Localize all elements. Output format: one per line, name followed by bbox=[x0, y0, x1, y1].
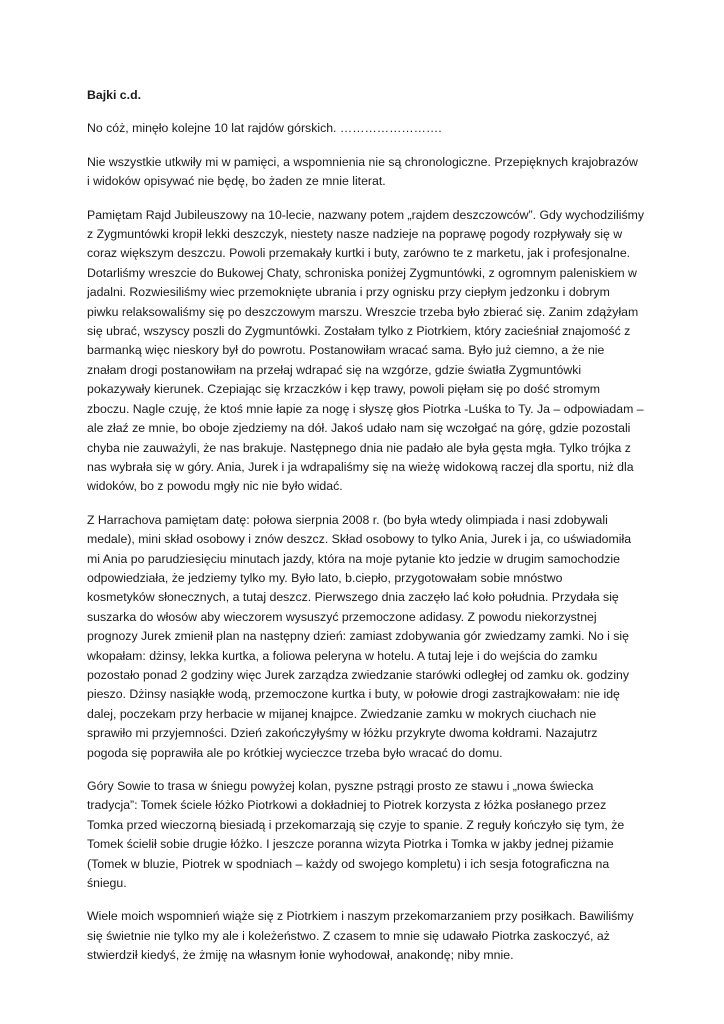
text-line: pieszo. Dżinsy nasiąkłe wodą, przemoczone kurtka i buty, w połowie drogi zastrajkowałam: nie idę bbox=[87, 687, 620, 702]
text-line: śniegu. bbox=[87, 876, 127, 891]
text-line: prognozy Jurek zmienił plan na następny dzień: zamiast zdobywania gór zwiedzamy zamki. No i się bbox=[87, 629, 629, 644]
text-line: pogoda się poprawiła ale po krótkiej wycieczce trzeba było wracać do domu. bbox=[87, 745, 503, 760]
text-line: stwierdził kiedyś, że żmiję na własnym łonie wyhodował, anakondę; niby mnie. bbox=[87, 948, 514, 963]
document-title: Bajki c.d. bbox=[87, 88, 141, 102]
paragraph bbox=[87, 206, 655, 497]
document-body bbox=[87, 86, 655, 980]
text-line: Tomek ścielił sobie drugie łóżko. I jeszcze poranna wizyta Piotrka i Tomka w jakby jednej piżamie bbox=[87, 837, 614, 852]
text-line: pozostało ponad 2 godziny więc Jurek zarządza zwiedzanie starówki odległej od zamku ok. godziny bbox=[87, 667, 630, 682]
text-line: jadalni. Rozwiesiliśmy wiec przemoknięte ubrania i przy ognisku przy ciepłym jedzonku i dobrym bbox=[87, 285, 610, 300]
text-line: ale złaź ze mnie, bo oboje zjedziemy na dół. Jakoś udało nam się wczołgać na górę, gdzie pozostali bbox=[87, 421, 631, 436]
text-line: sprawiło mi przyjemności. Dzień zakończyłyśmy w łóżku przykryte dwoma kołdrami. Nazajutrz bbox=[87, 726, 598, 741]
text-line: piwku relaksowaliśmy się po deszczowym marszu. Wreszcie trzeba było zbierać się. Zanim zdążyłam bbox=[87, 304, 639, 319]
text-line: Pamiętam Rajd Jubileuszowy na 10-lecie, nazwany potem „rajdem deszczowców”. Gdy wychodziliśmy bbox=[87, 207, 644, 222]
paragraph-list bbox=[87, 119, 655, 965]
text-line: nas wybrała się w góry. Ania, Jurek i ja wdrapaliśmy się na wieżę widokową raczej dla sportu, niż dla bbox=[87, 459, 634, 474]
text-line: odpowiedziała, że jedziemy tylko my. Było lato, b.ciepło, przygotowałam sobie mnóstwo bbox=[87, 570, 563, 585]
text-line: i widoków opisywać nie będę, bo żaden ze mnie literat. bbox=[87, 174, 386, 189]
text-line: Z Harrachova pamiętam datę: połowa sierpnia 2008 r. (bo była wtedy olimpiada i nasi zdobywali bbox=[87, 512, 608, 527]
text-line: znałam drogi postanowiłam na przełaj wdrapać się na wzgórze, gdzie światła Zygmuntówki bbox=[87, 362, 582, 377]
paragraph bbox=[87, 119, 655, 138]
text-line: z Zygmuntówki kropił lekki deszczyk, niestety nasze nadzieje na poprawę pogody rozpływały się w bbox=[87, 227, 623, 242]
text-line: Dotarliśmy wreszcie do Bukowej Chaty, schroniska poniżej Zygmuntówki, z ogromnym paleniskiem w bbox=[87, 265, 637, 280]
text-line: kosmetyków słonecznych, a tutaj deszcz. Pierwszego dnia zaczęło lać koło południa. Przydała się bbox=[87, 590, 619, 605]
text-line: pokazywały kierunek. Czepiając się krzaczków i kęp trawy, powoli pięłam się po dość stromym bbox=[87, 382, 601, 397]
text-line: barmanką więc nieskory był do powrotu. Postanowiłam wracać sama. Było już ciemno, a że nie bbox=[87, 343, 605, 358]
text-line: No cóż, minęło kolejne 10 lat rajdów górskich. ……………………. bbox=[87, 121, 442, 136]
text-line: Wiele moich wspomnień wiąże się z Piotrkiem i naszym przekomarzaniem przy posiłkach. Bawiliśmy bbox=[87, 909, 634, 924]
text-line: dalej, poczekam przy herbacie w mijanej knajpce. Zwiedzanie zamku w mokrych ciuchach nie bbox=[87, 706, 597, 721]
text-line: mi Ania po parudziesięciu minutach jazdy, która na moje pytanie kto jedzie w drugim samochodzie bbox=[87, 551, 620, 566]
text-line: chyba nie zauważyli, że nas brakuje. Następnego dnia nie padało ale była gęsta mgła. Tylko trójka z bbox=[87, 440, 631, 455]
paragraph bbox=[87, 777, 655, 893]
text-line: zboczu. Nagle czuję, że ktoś mnie łapie za nogę i słyszę głos Piotrka -Luśka to Ty. Ja – odpowiadam – bbox=[87, 401, 644, 416]
text-line: medale), mini skład osobowy i znów deszcz. Skład osobowy to tylko Ania, Jurek i ja, co uświadomiła bbox=[87, 532, 632, 547]
paragraph bbox=[87, 153, 655, 192]
text-line: suszarka do włosów aby wieczorem wysuszyć przemoczone adidasy. Z powodu niekorzystnej bbox=[87, 609, 597, 624]
text-line: (Tomek w bluzie, Piotrek w spodniach – każdy od swojego kompletu) i ich sesja fotograficzna na bbox=[87, 856, 610, 871]
text-line: tradycja”: Tomek ściele łóżko Piotrkowi a dokładniej to Piotrek korzysta z łóżka posłanego przez bbox=[87, 798, 607, 813]
paragraph bbox=[87, 511, 655, 763]
text-line: wkopałam: dżinsy, lekka kurtka, a foliowa peleryna w hotelu. A tutaj leje i do wejścia do zamku bbox=[87, 648, 598, 663]
text-line: Nie wszystkie utkwiły mi w pamięci, a wspomnienia nie są chronologiczne. Przepięknych krajobrazów bbox=[87, 154, 638, 169]
paragraph bbox=[87, 907, 655, 965]
text-line: Góry Sowie to trasa w śniegu powyżej kolan, pyszne pstrągi prosto ze stawu i „nowa świecka bbox=[87, 779, 594, 793]
text-line: Tomka przed wieczorną biesiadą i przekomarzają się czyje to spanie. Z reguły kończyło się tym, że bbox=[87, 817, 625, 832]
text-line: coraz większym deszczu. Powoli przemakały kurtki i buty, zarówno te z marketu, jak i profesjonalne. bbox=[87, 246, 631, 261]
text-line: się świetnie nie tylko my ale i koleżeństwo. Z czasem to mnie się udawało Piotrka zaskoczyć, aż bbox=[87, 928, 610, 943]
text-line: widoków, bo z powodu mgły nic nie było widać. bbox=[87, 479, 343, 494]
text-line: się ubrać, wszyscy poszli do Zygmuntówki. Zostałam tylko z Piotrkiem, który zacieśniał znajomość z bbox=[87, 324, 631, 339]
